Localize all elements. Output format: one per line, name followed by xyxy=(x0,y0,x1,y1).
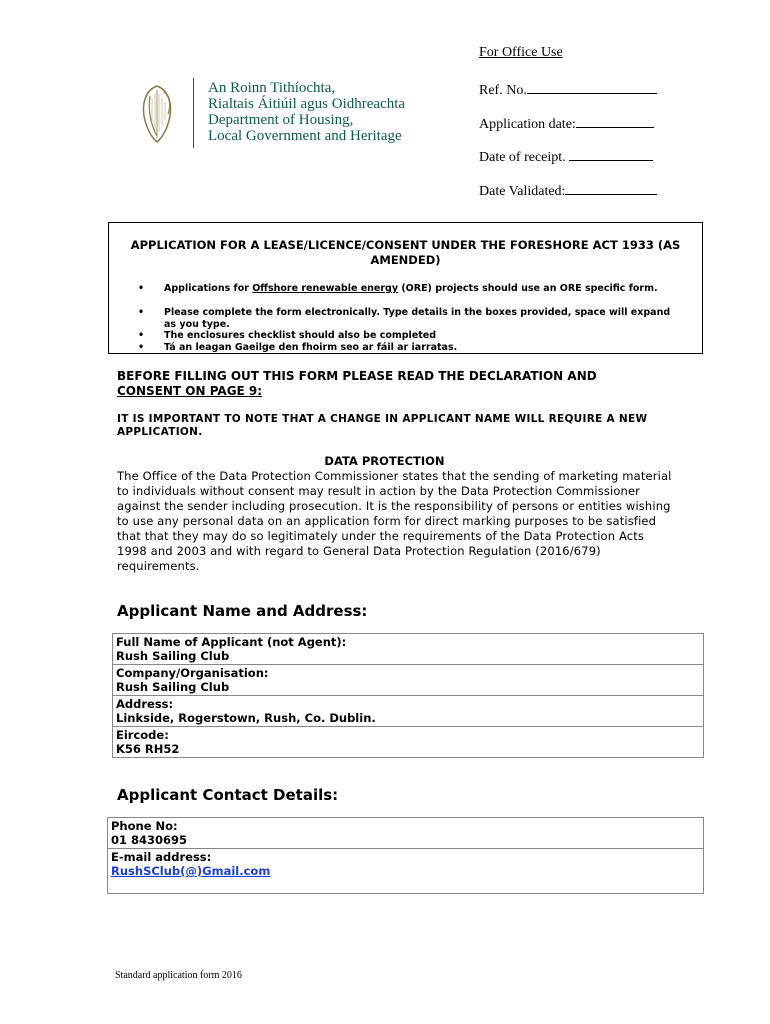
notice-bullet-checklist: • The enclosures checklist should also be completed xyxy=(138,330,437,341)
date-of-receipt-row xyxy=(479,146,653,166)
date-validated-field[interactable] xyxy=(565,180,657,195)
email-cell[interactable] xyxy=(108,849,704,894)
phone-cell[interactable] xyxy=(108,818,704,849)
company-cell[interactable] xyxy=(113,665,704,696)
name-change-note: IT IS IMPORTANT TO NOTE THAT A CHANGE IN APPLICANT NAME WILL REQUIRE A NEW APPLICATION. xyxy=(117,413,648,438)
declaration-warning-line1: BEFORE FILLING OUT THIS FORM PLEASE READ THE DECLARATION AND xyxy=(117,369,597,383)
logo-line-english-1: Department of Housing, xyxy=(208,112,354,128)
applicant-table xyxy=(112,633,704,758)
date-validated-row xyxy=(479,180,657,200)
email-link[interactable]: RushSClub(@)Gmail.com xyxy=(111,864,271,878)
bullet-icon: • xyxy=(138,330,145,341)
date-of-receipt-label: Date of receipt. xyxy=(479,150,566,165)
declaration-warning-line2: CONSENT ON PAGE 9: xyxy=(117,384,263,398)
applicant-name-value: Rush Sailing Club xyxy=(116,649,230,663)
office-use-title: For Office Use xyxy=(479,45,563,60)
form-title: APPLICATION FOR A LEASE/LICENCE/CONSENT UNDER THE FORESHORE ACT 1933 (AS AMENDED) xyxy=(130,238,681,267)
ref-no-label: Ref. No. xyxy=(479,83,527,98)
company-value: Rush Sailing Club xyxy=(116,680,230,694)
notice-bullet-irish: • Tá an leagan Gaeilge den fhoirm seo ar fáil ar iarratas. xyxy=(138,342,458,353)
bullet-icon: • xyxy=(138,283,145,294)
contact-table xyxy=(107,817,704,894)
notice-bullet-electronic: • Please complete the form electronically. Type details in the boxes provided, space will expand as you type. xyxy=(138,307,671,330)
email-label: E-mail address: xyxy=(111,850,212,864)
applicant-name-heading: Applicant Name and Address: xyxy=(117,602,368,620)
notice-bullet-ore: • Applications for Offshore renewable energy (ORE) projects should use an ORE specific form. xyxy=(138,283,658,294)
address-label: Address: xyxy=(116,697,174,711)
eircode-label: Eircode: xyxy=(116,728,169,742)
applicant-name-cell[interactable] xyxy=(113,634,704,665)
address-cell[interactable] xyxy=(113,696,704,727)
bullet-icon: • xyxy=(138,342,145,353)
date-validated-label: Date Validated: xyxy=(479,184,566,199)
phone-label: Phone No: xyxy=(111,819,178,833)
ref-no-field[interactable] xyxy=(527,79,657,94)
phone-value: 01 8430695 xyxy=(111,833,188,847)
ore-link[interactable]: Offshore renewable energy xyxy=(252,283,399,294)
application-date-field[interactable] xyxy=(576,113,654,128)
eircode-cell[interactable] xyxy=(113,727,704,758)
contact-details-heading: Applicant Contact Details: xyxy=(117,786,339,804)
ref-no-row xyxy=(479,79,657,99)
company-label: Company/Organisation: xyxy=(116,666,269,680)
bullet-icon: • xyxy=(138,307,145,318)
application-date-label: Application date: xyxy=(479,117,576,132)
eircode-value: K56 RH52 xyxy=(116,742,180,756)
logo-divider xyxy=(193,78,194,148)
application-date-row xyxy=(479,113,654,133)
logo-line-english-2: Local Government and Heritage xyxy=(208,128,402,144)
applicant-name-label: Full Name of Applicant (not Agent): xyxy=(116,635,347,649)
address-value: Linkside, Rogerstown, Rush, Co. Dublin. xyxy=(116,711,376,725)
data-protection-body: The Office of the Data Protection Commissioner states that the sending of marketing material to individuals without consent may result in action by the Data Protection Commissioner against the sender including prosecution. It is the responsibility of persons or entities wishing to use any personal data on an application form for direct marking purposes to be satisfied that that they may do so legitimately under the requirements of the Data Protection Acts 1998 and 2003 and with regard to General Data Protection Regulation (2016/679) requirements. xyxy=(117,469,672,573)
logo-line-irish-2: Rialtais Áitiúil agus Oidhreachta xyxy=(208,96,406,112)
date-of-receipt-field[interactable] xyxy=(569,146,653,161)
footer-note: Standard application form 2016 xyxy=(115,970,242,981)
harp-emblem-icon xyxy=(138,84,176,144)
data-protection-heading: DATA PROTECTION xyxy=(324,454,445,468)
logo-line-irish-1: An Roinn Tithíochta, xyxy=(208,80,336,96)
